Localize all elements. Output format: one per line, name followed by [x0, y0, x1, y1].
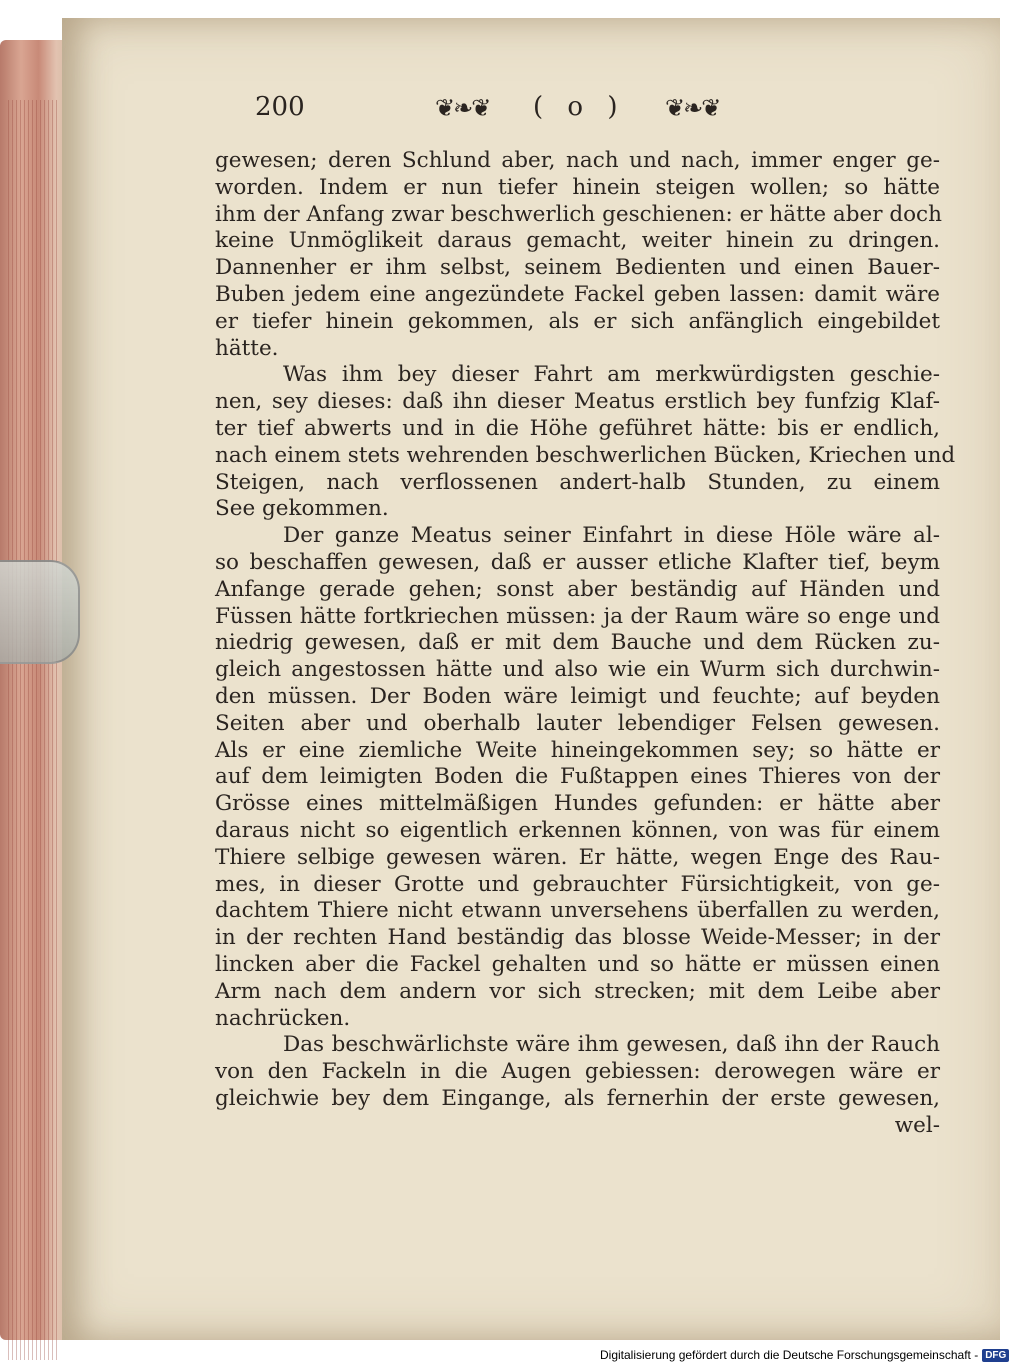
- text-line: mes, in dieser Grotte und gebrauchter Fürsichtigkeit, von ge-: [215, 871, 940, 897]
- text-line: Steigen, nach verflossenen andert-halb Stunden, zu einem: [215, 469, 940, 495]
- text-line: Buben jedem eine angezündete Fackel geben lassen: damit wäre: [215, 281, 940, 307]
- text-line: nachrücken.: [215, 1005, 351, 1031]
- text-line: worden. Indem er nun tiefer hinein steigen wollen; so hätte: [215, 174, 940, 200]
- dfg-logo: DFG: [982, 1349, 1009, 1362]
- text-line: ter tief abwerts und in die Höhe geführet hätte: bis er endlich,: [215, 415, 940, 441]
- text-line: Das beschwärlichste wäre ihm gewesen, daß ihn der Rauch: [283, 1032, 940, 1058]
- text-line: gleich angestossen hätte und also wie ein Wurm sich durchwin-: [215, 657, 940, 683]
- text-line: nen, sey dieses: daß ihn dieser Meatus erstlich bey funfzig Klaf-: [215, 389, 940, 415]
- text-line: hätte.: [215, 335, 279, 361]
- text-line: dachtem Thiere nicht etwann unversehens überfallen zu werden,: [215, 898, 940, 924]
- text-line: keine Unmöglikeit daraus gemacht, weiter hinein zu dringen.: [215, 228, 940, 254]
- text-line: Anfange gerade gehen; sonst aber beständig auf Händen und: [215, 576, 940, 602]
- text-line: gleichwie bey dem Eingange, als fernerhin der erste gewesen,: [215, 1085, 940, 1111]
- ornament-left-icon: ❦❧❦: [435, 94, 490, 122]
- text-line: lincken aber die Fackel gehalten und so hätte er müssen einen: [215, 951, 940, 977]
- text-line: auf dem leimigten Boden die Fußtappen eines Thieres von der: [215, 764, 940, 790]
- text-line: so beschaffen gewesen, daß er ausser etliche Klafter tief, beym: [215, 549, 940, 575]
- text-line: wel-: [894, 1112, 940, 1138]
- text-line: Grösse eines mittelmäßigen Hundes gefunden: er hätte aber: [215, 791, 940, 817]
- ornament-right-icon: ❦❧❦: [665, 94, 720, 122]
- text-line: Seiten aber und oberhalb lauter lebendiger Felsen gewesen.: [215, 710, 940, 736]
- page-number: 200: [255, 92, 305, 122]
- text-line: niedrig gewesen, daß er mit dem Bauche und dem Rücken zu-: [215, 630, 940, 656]
- page-edges: [8, 100, 58, 1360]
- text-line: er tiefer hinein gekommen, als er sich anfänglich eingebildet: [215, 308, 940, 334]
- page-header: [255, 92, 775, 132]
- text-line: Arm nach dem andern vor sich strecken; mit dem Leibe aber: [215, 978, 940, 1004]
- text-line: Thiere selbige gewesen wären. Er hätte, wegen Enge des Rau-: [215, 844, 940, 870]
- text-line: nach einem stets wehrenden beschwerlichen Bücken, Kriechen und: [215, 442, 956, 468]
- text-line: Der ganze Meatus seiner Einfahrt in diese Höle wäre al-: [283, 523, 940, 549]
- text-line: den müssen. Der Boden wäre leimigt und feuchte; auf beyden: [215, 683, 940, 709]
- text-line: gewesen; deren Schlund aber, nach und nach, immer enger ge-: [215, 148, 940, 173]
- text-line: Dannenher er ihm selbst, seinem Bedienten und einen Bauer-: [215, 255, 940, 281]
- text-line: Füssen hätte fortkriechen müssen: ja der Raum wäre so enge und: [215, 603, 940, 629]
- text-line: in der rechten Hand beständig das blosse Weide-Messer; in der: [215, 925, 940, 951]
- header-center: ( o ): [533, 92, 626, 122]
- text-line: Was ihm bey dieser Fahrt am merkwürdigsten geschie-: [283, 362, 940, 388]
- text-line: Als er eine ziemliche Weite hineingekommen sey; so hätte er: [215, 737, 940, 763]
- text-line: ihm der Anfang zwar beschwerlich geschienen: er hätte aber doch: [215, 201, 942, 227]
- digitization-footer: [600, 1346, 1007, 1364]
- page-clip: [0, 560, 80, 664]
- text-line: von den Fackeln in die Augen gebiessen: derowegen wäre er: [215, 1059, 940, 1085]
- text-line: See gekommen.: [215, 496, 389, 522]
- text-line: daraus nicht so eigentlich erkennen können, von was für einem: [215, 817, 940, 843]
- footer-text: Digitalisierung gefördert durch die Deutsche Forschungsgemeinschaft -: [600, 1348, 979, 1362]
- book-edge: [0, 40, 70, 1340]
- body-text: [215, 148, 956, 1139]
